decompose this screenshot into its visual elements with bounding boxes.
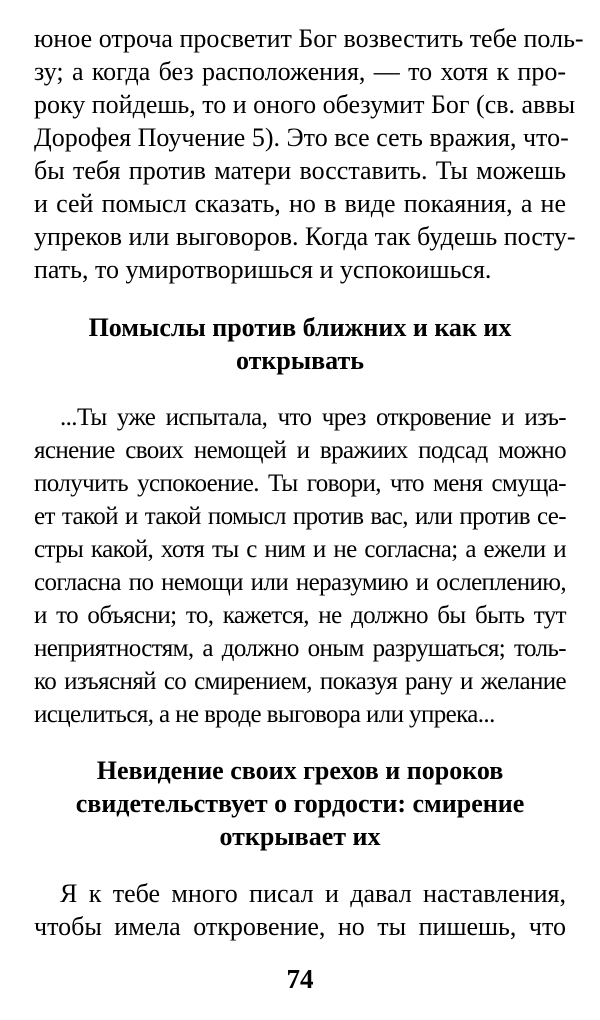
paragraph-3-line-1: Я к тебе много писал и давал наставления,: [60, 879, 566, 908]
section-heading-2-line-2: свидетельствует о гордости: смирение: [75, 789, 525, 818]
section-heading-2-line-1: Невидение своих грехов и пороков: [96, 756, 504, 785]
paragraph-1-line-4: Дорофея Поучение 5). Это все сеть вражия, что-: [34, 123, 569, 152]
paragraph-2-line-1: ...Ты уже испытала, что чрез откровение и изъ-: [60, 404, 566, 431]
paragraph-3-line-2: чтобы имела откровение, но ты пишешь, что: [34, 912, 566, 941]
paragraph-2-line-10: исцелиться, а не вроде выговора или упрека...: [34, 701, 495, 728]
paragraph-1-line-3: року пойдешь, то и оного обезумит Бог (св. аввы: [34, 90, 576, 119]
paragraph-2-line-4: ет такой и такой помысл против вас, или против се-: [34, 503, 566, 530]
paragraph-1-line-7: упреков или выговоров. Когда так будешь посту-: [34, 222, 576, 251]
section-heading-2-line-3: открывает их: [219, 822, 381, 851]
paragraph-2-line-9: ко изъясняй со смирением, показуя рану и желание: [34, 668, 566, 695]
paragraph-2-line-5: стры какой, хотя ты с ним и не согласна; а ежели и: [34, 536, 566, 563]
section-heading-1-line-1: Помыслы против ближних и как их: [88, 313, 512, 342]
section-heading-1-line-2: открывать: [235, 346, 365, 375]
paragraph-2-line-8: неприятностям, а должно оным разрушаться; толь-: [34, 635, 566, 662]
paragraph-2-line-2: яснение своих немощей и вражиих подсад можно: [34, 437, 566, 464]
paragraph-2-line-6: согласна по немощи или неразумию и ослеплению,: [34, 569, 566, 596]
paragraph-2-line-7: и то объясни; то, кажется, не должно бы быть тут: [34, 602, 566, 629]
paragraph-1-line-8: пать, то умиротворишься и успокоишься.: [34, 255, 492, 284]
page-number: 74: [286, 964, 314, 994]
paragraph-1-line-2: зу; а когда без расположения, — то хотя к про-: [34, 57, 566, 86]
paragraph-1-line-5: бы тебя против матери восставить. Ты можешь: [34, 156, 566, 185]
paragraph-1-line-6: и сей помысл сказать, но в виде покаяния, а не: [34, 189, 566, 218]
paragraph-2-line-3: получить успокоение. Ты говори, что меня смуща-: [34, 470, 566, 497]
paragraph-1-line-1: юное отроча просветит Бог возвестить тебе поль-: [34, 24, 584, 53]
